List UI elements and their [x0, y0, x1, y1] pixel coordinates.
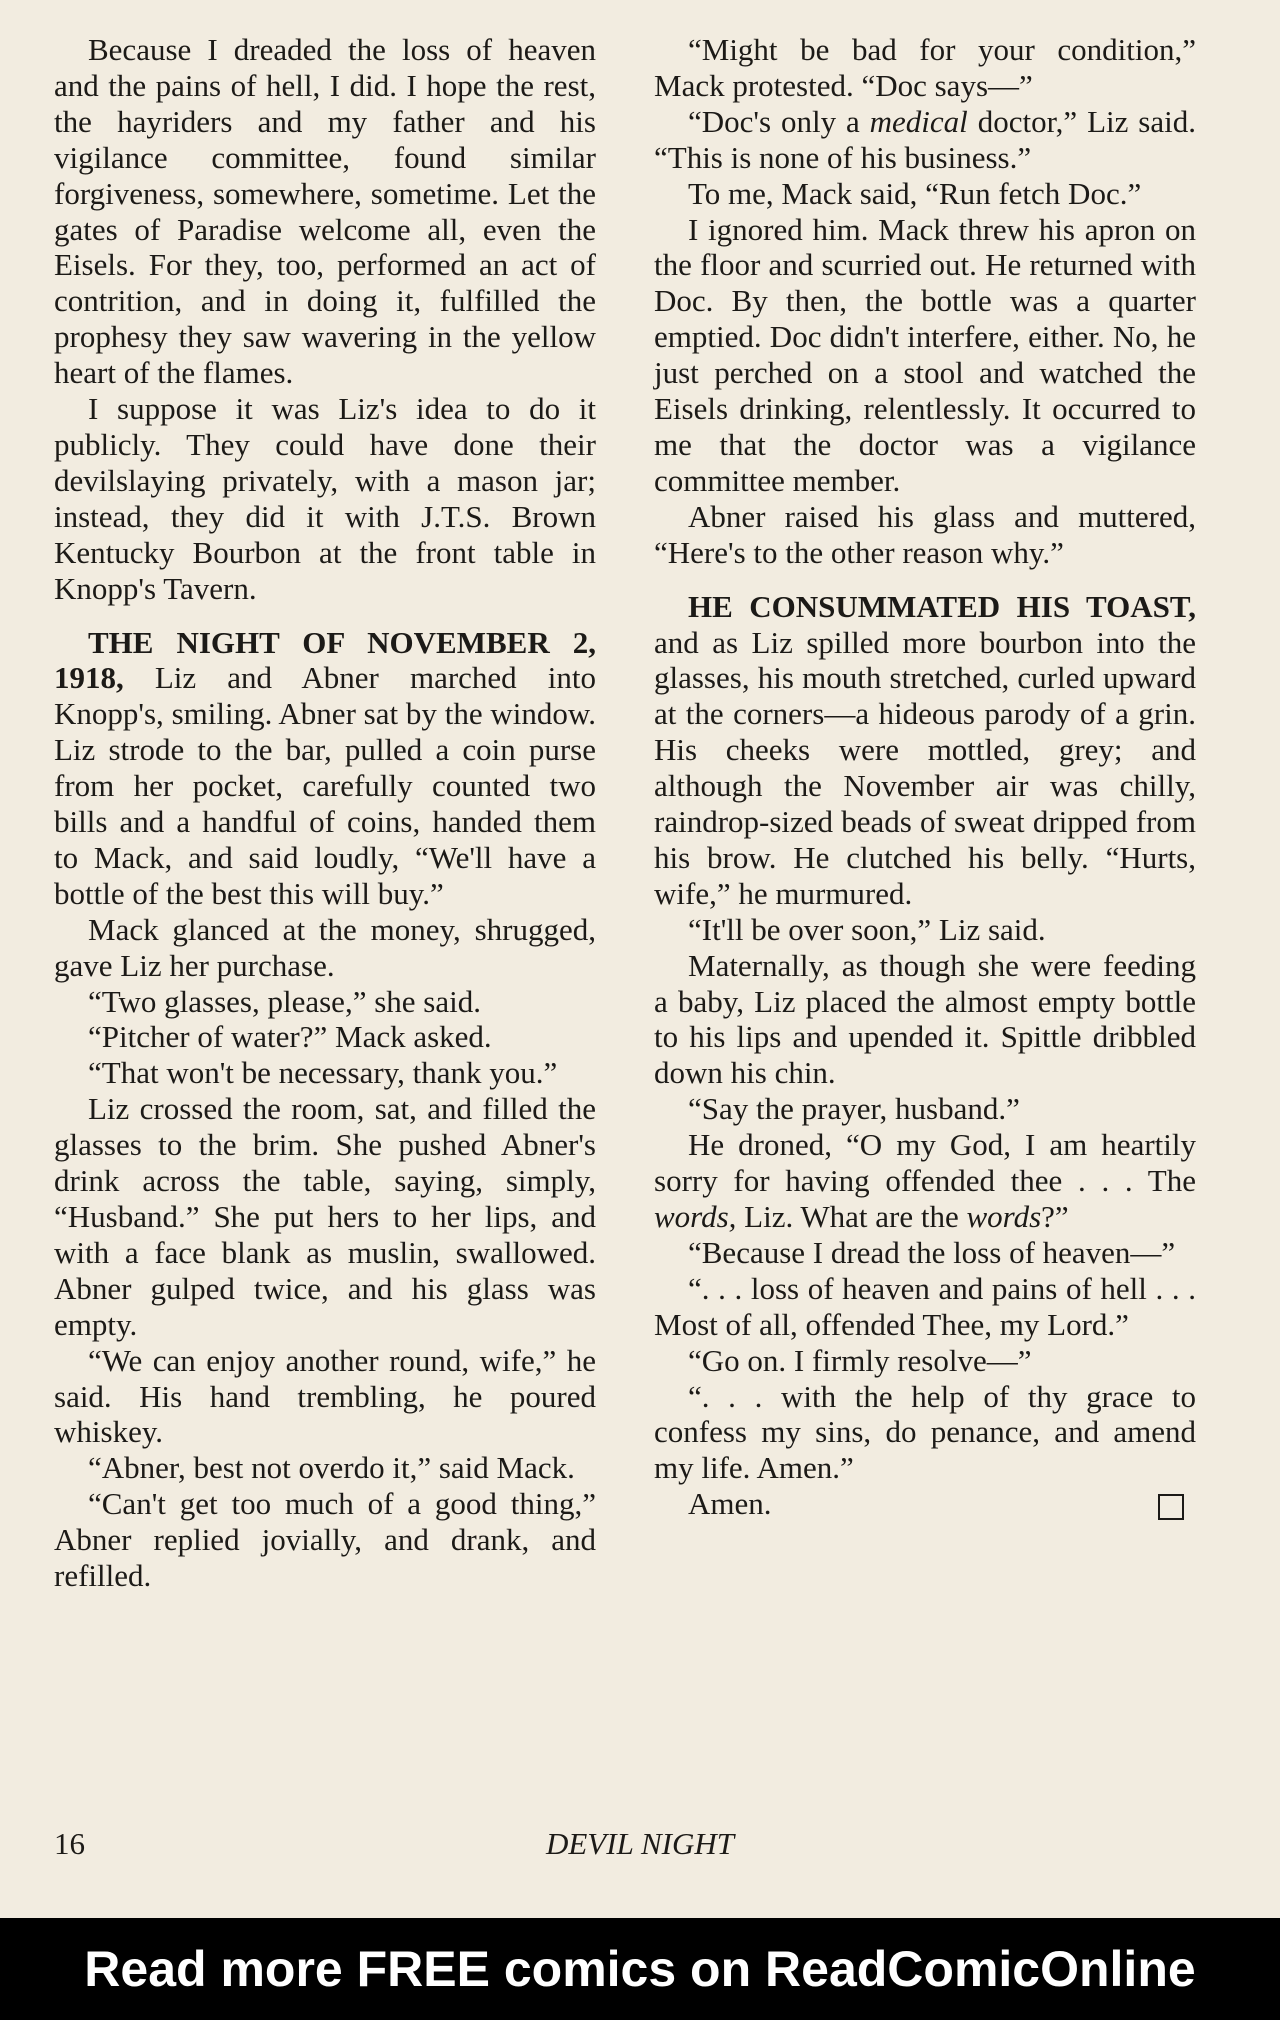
paragraph: “That won't be necessary, thank you.”: [88, 1055, 558, 1091]
paragraph: “. . . loss of heaven and pains of hell . . . Most of all, offended Thee, my Lord.”: [654, 1270, 1196, 1342]
paragraph: He droned, “O my God, I am heartily sorry for having offended thee . . . The words, Liz. What are the words?”: [654, 1127, 1196, 1234]
paragraph: Because I dreaded the loss of heaven and the pains of hell, I did. I hope the rest, the hayriders and my father and his vigilance committee, found similar forgiveness, somewhere, sometime. Let the gates of Paradise welcome all, even the Eisels. For they, too, performed an act of contrition, and in doing it, fulfilled the prophesy they saw wavering in the yellow heart of the flames.: [54, 32, 596, 391]
paragraph: “It'll be over soon,” Liz said.: [688, 911, 1046, 947]
paragraph: Maternally, as though she were feeding a baby, Liz placed the almost empty bottle to his lips and upended it. Spittle dribbled down his chin.: [654, 947, 1196, 1091]
paragraph: “Two glasses, please,” she said.: [88, 983, 481, 1019]
paragraph: “Pitcher of water?” Mack asked.: [88, 1019, 492, 1055]
end-of-story-box-icon: [1158, 1494, 1184, 1520]
paragraph: “. . . with the help of thy grace to confess my sins, do penance, and amend my life. Amen.”: [654, 1378, 1196, 1486]
paragraph: Liz crossed the room, sat, and filled the glasses to the brim. She pushed Abner's drink across the table, saying, simply, “Husband.” She put hers to her lips, and with a face blank as muslin, swallowed. Abner gulped twice, and his glass was empty.: [54, 1091, 596, 1342]
paragraph: “Can't get too much of a good thing,” Abner replied jovially, and drank, and refilled.: [54, 1486, 596, 1594]
section-paragraph: THE NIGHT OF NOVEMBER 2, 1918, Liz and Abner marched into Knopp's, smiling. Abner sat by the window. Liz strode to the bar, pulled a coin purse from her pocket, carefully counted two bills and a handful of coins, handed them to Mack, and said loudly, “We'll have a bottle of the best this will buy.”: [54, 624, 596, 911]
paragraph: “Say the prayer, husband.”: [688, 1091, 1020, 1127]
magazine-title: DEVIL NIGHT: [545, 1826, 735, 1861]
paragraph: “Might be bad for your condition,” Mack protested. “Doc says—”: [654, 32, 1196, 103]
paragraph: “Go on. I firmly resolve—”: [688, 1342, 1032, 1378]
paragraph: “Doc's only a medical doctor,” Liz said. “This is none of his business.”: [654, 103, 1196, 175]
section-lead-in: HE CONSUMMATED HIS TOAST,: [688, 588, 1196, 624]
section-paragraph: HE CONSUMMATED HIS TOAST, and as Liz spilled more bourbon into the glasses, his mouth stretched, curled upward at the corners—a hideous parody of a grin. His cheeks were mottled, grey; and although the November air was chilly, raindrop-sized beads of sweat dripped from his brow. He clutched his belly. “Hurts, wife,” he murmured.: [654, 588, 1196, 911]
section-lead-in: THE NIGHT OF NOVEMBER 2, 1918,: [54, 624, 596, 696]
paragraph: Amen.: [654, 1486, 1196, 1522]
promo-banner[interactable]: Read more FREE comics on ReadComicOnline: [0, 1918, 1280, 2020]
paragraph: Abner raised his glass and muttered, “Here's to the other reason why.”: [654, 498, 1196, 570]
left-column: [54, 32, 596, 1594]
paragraph: I ignored him. Mack threw his apron on the floor and scurried out. He returned with Doc. By then, the bottle was a quarter emptied. Doc didn't interfere, either. No, he just perched on a stool and watched the Eisels drinking, relentlessly. It occurred to me that the doctor was a vigilance committee member.: [654, 211, 1196, 498]
paragraph: “We can enjoy another round, wife,” he said. His hand trembling, he poured whiskey.: [54, 1342, 596, 1450]
paragraph: I suppose it was Liz's idea to do it publicly. They could have done their devilslaying privately, with a mason jar; instead, they did it with J.T.S. Brown Kentucky Bourbon at the front table in Knopp's Tavern.: [54, 391, 596, 606]
right-column: [654, 32, 1196, 1522]
paragraph: “Abner, best not overdo it,” said Mack.: [88, 1450, 575, 1486]
paragraph: To me, Mack said, “Run fetch Doc.”: [688, 175, 1142, 211]
paragraph: Mack glanced at the money, shrugged, gave Liz her purchase.: [54, 911, 596, 983]
page-number: 16: [54, 1826, 85, 1861]
paragraph: “Because I dread the loss of heaven—”: [688, 1234, 1176, 1270]
